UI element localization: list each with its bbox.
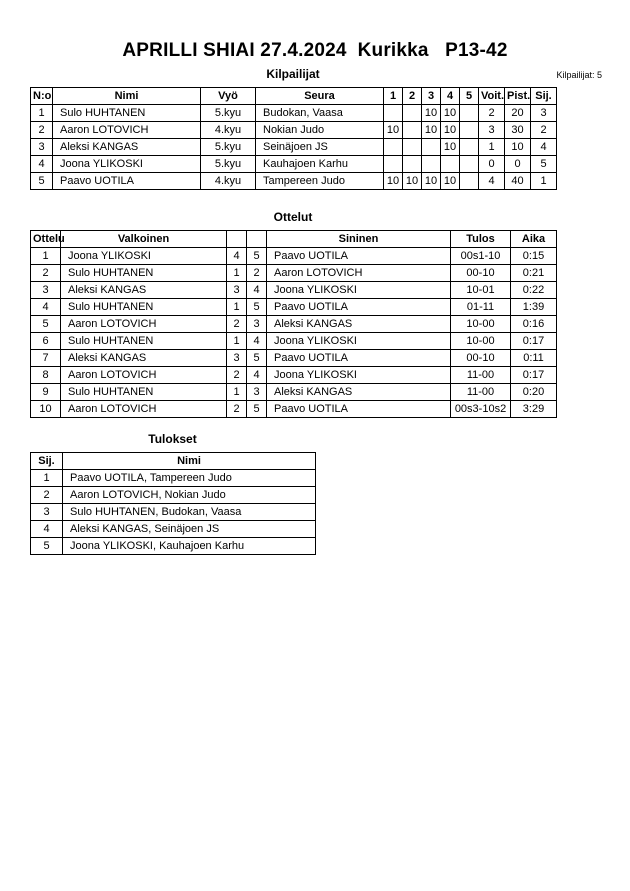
cell: 5 <box>247 248 267 265</box>
ottelut-row <box>31 367 557 384</box>
cell: 3 <box>479 122 505 139</box>
cell: 1 <box>227 333 247 350</box>
cell: Sulo HUHTANEN <box>61 333 227 350</box>
column-header: Ottelu <box>31 231 61 248</box>
cell: Paavo UOTILA, Tampereen Judo <box>63 470 316 487</box>
tulokset-section-title: Tulokset <box>148 432 197 446</box>
column-header: 1 <box>384 88 403 105</box>
cell: 5.kyu <box>201 156 256 173</box>
cell: 10-00 <box>451 333 511 350</box>
cell: 5 <box>247 401 267 418</box>
cell: 5 <box>247 299 267 316</box>
cell: Aleksi KANGAS <box>53 139 201 156</box>
column-header: N:o <box>31 88 53 105</box>
ottelut-header-row <box>31 231 557 248</box>
cell: Seinäjoen JS <box>256 139 384 156</box>
cell: 10 <box>441 105 460 122</box>
column-header: 4 <box>441 88 460 105</box>
cell: 4 <box>31 156 53 173</box>
cell: 10-01 <box>451 282 511 299</box>
cell: 2 <box>31 487 63 504</box>
cell: Sulo HUHTANEN, Budokan, Vaasa <box>63 504 316 521</box>
cell: 2 <box>31 265 61 282</box>
cell: Aleksi KANGAS, Seinäjoen JS <box>63 521 316 538</box>
tulokset-section <box>30 432 315 555</box>
cell: 3 <box>531 105 557 122</box>
cell: Aaron LOTOVICH <box>53 122 201 139</box>
cell: 10 <box>441 173 460 190</box>
cell: 01-11 <box>451 299 511 316</box>
cell <box>460 173 479 190</box>
cell: 3 <box>31 504 63 521</box>
cell: 2 <box>31 122 53 139</box>
kilpailijat-row <box>31 122 557 139</box>
page-title: APRILLI SHIAI 27.4.2024 Kurikka P13-42 <box>122 40 508 61</box>
column-header: Valkoinen <box>61 231 227 248</box>
cell: 2 <box>479 105 505 122</box>
ottelut-row <box>31 401 557 418</box>
cell <box>384 139 403 156</box>
tulokset-row <box>31 504 316 521</box>
cell: Aaron LOTOVICH <box>61 316 227 333</box>
cell: Aleksi KANGAS <box>267 384 451 401</box>
cell: 1 <box>531 173 557 190</box>
cell: 00s3-10s2 <box>451 401 511 418</box>
cell: 5 <box>247 350 267 367</box>
cell: Sulo HUHTANEN <box>61 299 227 316</box>
cell <box>403 156 422 173</box>
cell: 4 <box>479 173 505 190</box>
tulokset-row <box>31 470 316 487</box>
cell <box>422 139 441 156</box>
ottelut-section-title: Ottelut <box>273 210 313 224</box>
column-header: Vyö <box>201 88 256 105</box>
column-header: Sininen <box>267 231 451 248</box>
cell: 11-00 <box>451 384 511 401</box>
cell: 4 <box>247 333 267 350</box>
cell: 1 <box>31 105 53 122</box>
cell: 0:22 <box>511 282 557 299</box>
cell: 2 <box>227 316 247 333</box>
cell: Sulo HUHTANEN <box>53 105 201 122</box>
ottelut-row <box>31 333 557 350</box>
cell: 0:11 <box>511 350 557 367</box>
column-header <box>227 231 247 248</box>
cell: 10 <box>441 139 460 156</box>
ottelut-row <box>31 384 557 401</box>
cell: 4 <box>531 139 557 156</box>
column-header: Voit. <box>479 88 505 105</box>
cell: 0:20 <box>511 384 557 401</box>
column-header: Pist. <box>505 88 531 105</box>
cell: 10 <box>505 139 531 156</box>
cell: Tampereen Judo <box>256 173 384 190</box>
tulokset-row <box>31 521 316 538</box>
column-header: Tulos <box>451 231 511 248</box>
kilpailijat-row <box>31 156 557 173</box>
cell: 2 <box>531 122 557 139</box>
cell: 4 <box>31 299 61 316</box>
cell: Aaron LOTOVICH <box>61 401 227 418</box>
cell: 10 <box>31 401 61 418</box>
cell: Kauhajoen Karhu <box>256 156 384 173</box>
kilpailijat-section-title: Kilpailijat <box>266 67 320 81</box>
cell: 40 <box>505 173 531 190</box>
ottelut-row <box>31 299 557 316</box>
kilpailijat-table <box>30 87 557 190</box>
cell: 10-00 <box>451 316 511 333</box>
kilpailijat-section <box>30 67 556 190</box>
cell: 1 <box>31 470 63 487</box>
cell: 00-10 <box>451 265 511 282</box>
competitor-count-label: Kilpailijat: 5 <box>556 70 602 80</box>
cell: 10 <box>422 105 441 122</box>
column-header: Sij. <box>31 453 63 470</box>
cell: 0:16 <box>511 316 557 333</box>
tulokset-table <box>30 452 316 555</box>
tulokset-header-row <box>31 453 316 470</box>
cell: Aleksi KANGAS <box>61 282 227 299</box>
column-header: Sij. <box>531 88 557 105</box>
cell: Aleksi KANGAS <box>61 350 227 367</box>
cell: 2 <box>227 367 247 384</box>
cell: Nokian Judo <box>256 122 384 139</box>
cell: Joona YLIKOSKI <box>267 333 451 350</box>
cell: 10 <box>441 122 460 139</box>
cell: 3 <box>247 384 267 401</box>
cell <box>441 156 460 173</box>
ottelut-table <box>30 230 557 418</box>
kilpailijat-header-row <box>31 88 557 105</box>
cell: 4.kyu <box>201 122 256 139</box>
cell: Paavo UOTILA <box>53 173 201 190</box>
cell: 1 <box>227 265 247 282</box>
cell: 5 <box>31 173 53 190</box>
cell: 3:29 <box>511 401 557 418</box>
ottelut-row <box>31 282 557 299</box>
cell: Paavo UOTILA <box>267 350 451 367</box>
cell: 0:17 <box>511 367 557 384</box>
cell: Joona YLIKOSKI <box>267 282 451 299</box>
cell: Aleksi KANGAS <box>267 316 451 333</box>
kilpailijat-row <box>31 173 557 190</box>
cell: 3 <box>227 282 247 299</box>
cell: 8 <box>31 367 61 384</box>
ottelut-row <box>31 350 557 367</box>
cell <box>422 156 441 173</box>
cell: Aaron LOTOVICH <box>267 265 451 282</box>
cell: 4.kyu <box>201 173 256 190</box>
cell: 0:21 <box>511 265 557 282</box>
ottelut-table-body <box>31 248 557 418</box>
column-header: Aika <box>511 231 557 248</box>
column-header: 5 <box>460 88 479 105</box>
cell: 3 <box>31 282 61 299</box>
cell: 1 <box>479 139 505 156</box>
cell <box>384 156 403 173</box>
cell: Joona YLIKOSKI <box>267 367 451 384</box>
kilpailijat-row <box>31 139 557 156</box>
cell <box>460 156 479 173</box>
kilpailijat-row <box>31 105 557 122</box>
cell: 30 <box>505 122 531 139</box>
cell: 00-10 <box>451 350 511 367</box>
cell: Joona YLIKOSKI <box>61 248 227 265</box>
ottelut-row <box>31 316 557 333</box>
cell <box>460 122 479 139</box>
cell: 5 <box>531 156 557 173</box>
cell: 5 <box>31 538 63 555</box>
cell: 2 <box>227 401 247 418</box>
cell: 3 <box>227 350 247 367</box>
cell: 4 <box>247 282 267 299</box>
cell: 5.kyu <box>201 105 256 122</box>
column-header <box>247 231 267 248</box>
cell: 0 <box>479 156 505 173</box>
cell <box>384 105 403 122</box>
kilpailijat-table-body <box>31 105 557 190</box>
cell: Sulo HUHTANEN <box>61 384 227 401</box>
ottelut-section <box>30 210 556 418</box>
cell <box>403 139 422 156</box>
cell: 9 <box>31 384 61 401</box>
tulokset-row <box>31 538 316 555</box>
cell <box>460 139 479 156</box>
cell: 10 <box>384 122 403 139</box>
ottelut-row <box>31 265 557 282</box>
tulokset-table-body <box>31 470 316 555</box>
column-header: 2 <box>403 88 422 105</box>
column-header: Nimi <box>63 453 316 470</box>
cell: Joona YLIKOSKI <box>53 156 201 173</box>
cell: Aaron LOTOVICH <box>61 367 227 384</box>
cell: 10 <box>403 173 422 190</box>
cell: 4 <box>247 367 267 384</box>
cell <box>403 105 422 122</box>
cell: 0:17 <box>511 333 557 350</box>
cell: 10 <box>384 173 403 190</box>
cell: Paavo UOTILA <box>267 299 451 316</box>
tulokset-row <box>31 487 316 504</box>
column-header: 3 <box>422 88 441 105</box>
cell <box>403 122 422 139</box>
cell: 7 <box>31 350 61 367</box>
ottelut-row <box>31 248 557 265</box>
cell: 10 <box>422 173 441 190</box>
cell <box>460 105 479 122</box>
cell: 2 <box>247 265 267 282</box>
cell: Aaron LOTOVICH, Nokian Judo <box>63 487 316 504</box>
cell: Sulo HUHTANEN <box>61 265 227 282</box>
cell: 11-00 <box>451 367 511 384</box>
cell: 3 <box>31 139 53 156</box>
cell: 00s1-10 <box>451 248 511 265</box>
cell: Joona YLIKOSKI, Kauhajoen Karhu <box>63 538 316 555</box>
cell: 4 <box>227 248 247 265</box>
cell: 0:15 <box>511 248 557 265</box>
column-header: Seura <box>256 88 384 105</box>
cell: 1 <box>227 299 247 316</box>
cell: 5.kyu <box>201 139 256 156</box>
cell: 6 <box>31 333 61 350</box>
cell: 4 <box>31 521 63 538</box>
cell: 0 <box>505 156 531 173</box>
cell: Paavo UOTILA <box>267 401 451 418</box>
column-header: Nimi <box>53 88 201 105</box>
cell: Paavo UOTILA <box>267 248 451 265</box>
cell: Budokan, Vaasa <box>256 105 384 122</box>
cell: 3 <box>247 316 267 333</box>
cell: 1:39 <box>511 299 557 316</box>
cell: 1 <box>227 384 247 401</box>
cell: 1 <box>31 248 61 265</box>
cell: 5 <box>31 316 61 333</box>
cell: 10 <box>422 122 441 139</box>
cell: 20 <box>505 105 531 122</box>
